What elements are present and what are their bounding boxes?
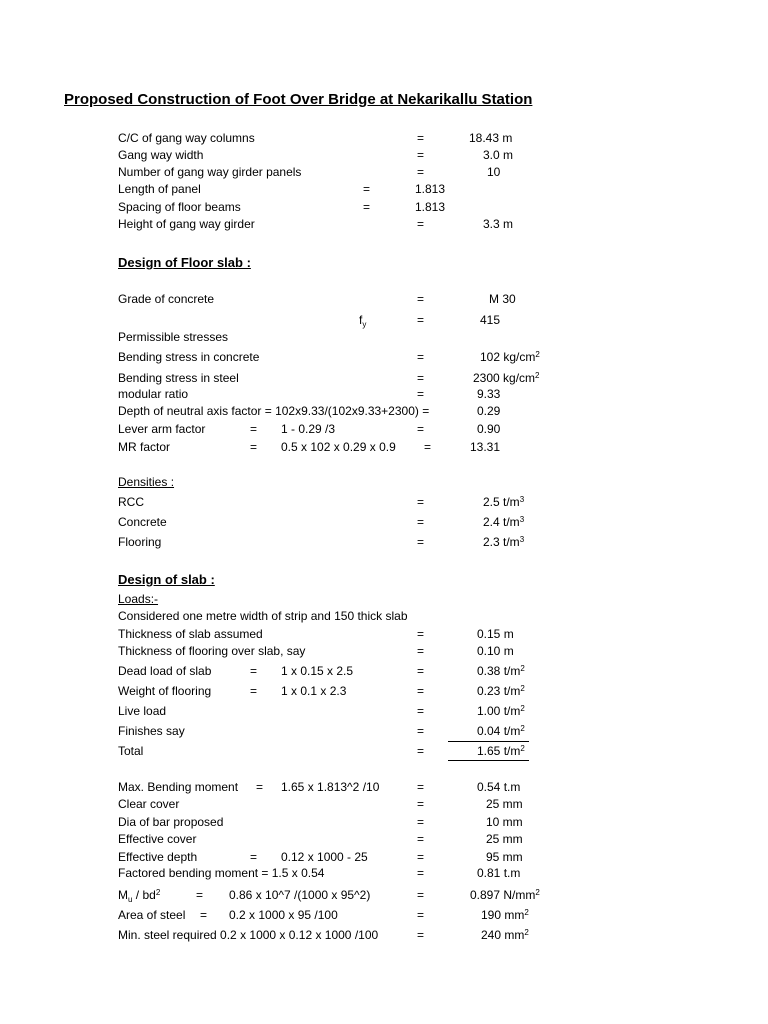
mu-bd2-value: 0.897 $N/mm^2$ (470, 888, 540, 902)
mu-bd2-expression: 0.86 x 10^7 /(1000 x 95^2) (229, 888, 371, 902)
flooring-weight-label: Weight of flooring (118, 684, 212, 698)
bending-steel-value: 2300 $kg/cm^2$ (473, 371, 540, 385)
fy-symbol: $f_y$ (359, 313, 367, 329)
total-rule-bottom (448, 760, 529, 761)
live-load-label: Live load (118, 704, 167, 718)
bending-steel-equals: = (417, 371, 425, 385)
modular-ratio-equals: = (417, 387, 425, 401)
panel-length-label: Length of panel (118, 182, 201, 196)
total-load-label: Total (118, 744, 144, 758)
strip-assumption-text: Considered one metre width of strip and 150 thick slab (118, 609, 408, 623)
flooring-density-value: 2.3 $t/m^3$ (483, 535, 525, 549)
cc-columns-label: C/C of gang way columns (118, 131, 255, 145)
max-bending-moment-label: Max. Bending moment (118, 780, 239, 794)
live-load-equals: = (417, 704, 425, 718)
effective-depth-label: Effective depth (118, 850, 198, 864)
total-rule-top (448, 741, 529, 742)
fy-equals: = (417, 313, 425, 327)
neutral-axis-value: 0.29 (477, 404, 501, 418)
bar-dia-value: 10 mm (486, 815, 523, 829)
clear-cover-value: 25 mm (486, 797, 523, 811)
flooring-weight-expression: 1 x 0.1 x 2.3 (281, 684, 347, 698)
dead-load-equals-2: = (417, 664, 425, 678)
lever-arm-label: Lever arm factor (118, 422, 206, 436)
mu-bd2-equals-1: = (196, 888, 204, 902)
lever-arm-expression: 1 - 0.29 /3 (281, 422, 336, 436)
gangway-width-value: 3.0 m (483, 148, 514, 162)
effective-cover-equals: = (417, 832, 425, 846)
effective-depth-equals-1: = (250, 850, 258, 864)
min-steel-label: Min. steel required 0.2 x 1000 x 0.12 x 1000 /100 (118, 928, 379, 942)
concrete-grade-value: M 30 (489, 292, 516, 306)
concrete-density-label: Concrete (118, 515, 167, 529)
girder-height-label: Height of gang way girder (118, 217, 255, 231)
bending-concrete-equals: = (417, 350, 425, 364)
flooring-density-equals: = (417, 535, 425, 549)
total-load-value: 1.65 $t/m^2$ (477, 744, 525, 758)
rcc-density-value: 2.5 $t/m^3$ (483, 495, 525, 509)
finishes-label: Finishes say (118, 724, 185, 738)
flooring-thickness-label: Thickness of flooring over slab, say (118, 644, 306, 658)
modular-ratio-value: 9.33 (477, 387, 501, 401)
mr-factor-value: 13.31 (470, 440, 501, 454)
factored-moment-equals: = (417, 866, 425, 880)
dead-load-expression: 1 x 0.15 x 2.5 (281, 664, 354, 678)
bending-concrete-label: Bending stress in concrete (118, 350, 260, 364)
dead-load-equals-1: = (250, 664, 258, 678)
steel-area-equals-1: = (200, 908, 208, 922)
min-steel-equals: = (417, 928, 425, 942)
flooring-weight-value: 0.23 $t/m^2$ (477, 684, 525, 698)
girder-height-equals: = (417, 217, 425, 231)
effective-cover-value: 25 mm (486, 832, 523, 846)
modular-ratio-label: modular ratio (118, 387, 189, 401)
max-bending-moment-expression: 1.65 x 1.813^2 /10 (281, 780, 380, 794)
flooring-density-label: Flooring (118, 535, 162, 549)
bending-steel-label: Bending stress in steel (118, 371, 239, 385)
fy-value: 415 (480, 313, 501, 327)
effective-cover-label: Effective cover (118, 832, 197, 846)
neutral-axis-label: Depth of neutral axis factor = 102x9.33/(102x9.33+2300) = (118, 404, 430, 418)
panel-length-value: 1.813 (415, 182, 446, 196)
mu-bd2-label: $M_u / bd^2$ (118, 888, 161, 904)
beam-spacing-label: Spacing of floor beams (118, 200, 241, 214)
gangway-width-label: Gang way width (118, 148, 204, 162)
steel-area-expression: 0.2 x 1000 x 95 /100 (229, 908, 338, 922)
mr-factor-label: MR factor (118, 440, 171, 454)
steel-area-label: Area of steel (118, 908, 186, 922)
factored-moment-value: 0.81 t.m (477, 866, 521, 880)
concrete-density-equals: = (417, 515, 425, 529)
flooring-weight-equals-2: = (417, 684, 425, 698)
finishes-value: 0.04 $t/m^2$ (477, 724, 525, 738)
mr-factor-equals-2: = (424, 440, 432, 454)
gangway-width-equals: = (417, 148, 425, 162)
permissible-stresses-label: Permissible stresses (118, 330, 229, 344)
loads-heading: Loads:- (118, 592, 159, 606)
mr-factor-equals-1: = (250, 440, 258, 454)
bending-concrete-value: 102 $kg/cm^2$ (480, 350, 540, 364)
effective-depth-equals-2: = (417, 850, 425, 864)
dead-load-label: Dead load of slab (118, 664, 212, 678)
lever-arm-equals-2: = (417, 422, 425, 436)
girder-panels-label: Number of gang way girder panels (118, 165, 302, 179)
concrete-grade-equals: = (417, 292, 425, 306)
mu-bd2-equals-2: = (417, 888, 425, 902)
max-bending-moment-equals-1: = (256, 780, 264, 794)
densities-heading: Densities : (118, 475, 175, 489)
clear-cover-equals: = (417, 797, 425, 811)
flooring-thickness-value: 0.10 m (477, 644, 514, 658)
rcc-density-label: RCC (118, 495, 144, 509)
beam-spacing-equals: = (363, 200, 371, 214)
lever-arm-value: 0.90 (477, 422, 501, 436)
floor-slab-heading: Design of Floor slab : (118, 255, 251, 270)
clear-cover-label: Clear cover (118, 797, 180, 811)
cc-columns-value: 18.43 m (469, 131, 513, 145)
min-steel-value: 240 $mm^2$ (481, 928, 529, 942)
lever-arm-equals-1: = (250, 422, 258, 436)
beam-spacing-value: 1.813 (415, 200, 446, 214)
slab-design-heading: Design of slab : (118, 572, 215, 587)
effective-depth-expression: 0.12 x 1000 - 25 (281, 850, 368, 864)
total-load-equals: = (417, 744, 425, 758)
slab-thickness-equals: = (417, 627, 425, 641)
flooring-weight-equals-1: = (250, 684, 258, 698)
finishes-equals: = (417, 724, 425, 738)
girder-height-value: 3.3 m (483, 217, 514, 231)
girder-panels-value: 10 (487, 165, 501, 179)
dead-load-value: 0.38 $t/m^2$ (477, 664, 525, 678)
factored-moment-label: Factored bending moment = 1.5 x 0.54 (118, 866, 325, 880)
concrete-grade-label: Grade of concrete (118, 292, 215, 306)
mr-factor-expression: 0.5 x 102 x 0.29 x 0.9 (281, 440, 396, 454)
live-load-value: 1.00 $t/m^2$ (477, 704, 525, 718)
max-bending-moment-equals-2: = (417, 780, 425, 794)
concrete-density-value: 2.4 $t/m^3$ (483, 515, 525, 529)
flooring-thickness-equals: = (417, 644, 425, 658)
document-title: Proposed Construction of Foot Over Bridge at Nekarikallu Station (64, 91, 533, 108)
rcc-density-equals: = (417, 495, 425, 509)
effective-depth-value: 95 mm (486, 850, 523, 864)
girder-panels-equals: = (417, 165, 425, 179)
bar-dia-label: Dia of bar proposed (118, 815, 224, 829)
max-bending-moment-value: 0.54 t.m (477, 780, 521, 794)
panel-length-equals: = (363, 182, 371, 196)
cc-columns-equals: = (417, 131, 425, 145)
steel-area-value: 190 $mm^2$ (481, 908, 529, 922)
slab-thickness-value: 0.15 m (477, 627, 514, 641)
bar-dia-equals: = (417, 815, 425, 829)
slab-thickness-label: Thickness of slab assumed (118, 627, 263, 641)
steel-area-equals-2: = (417, 908, 425, 922)
